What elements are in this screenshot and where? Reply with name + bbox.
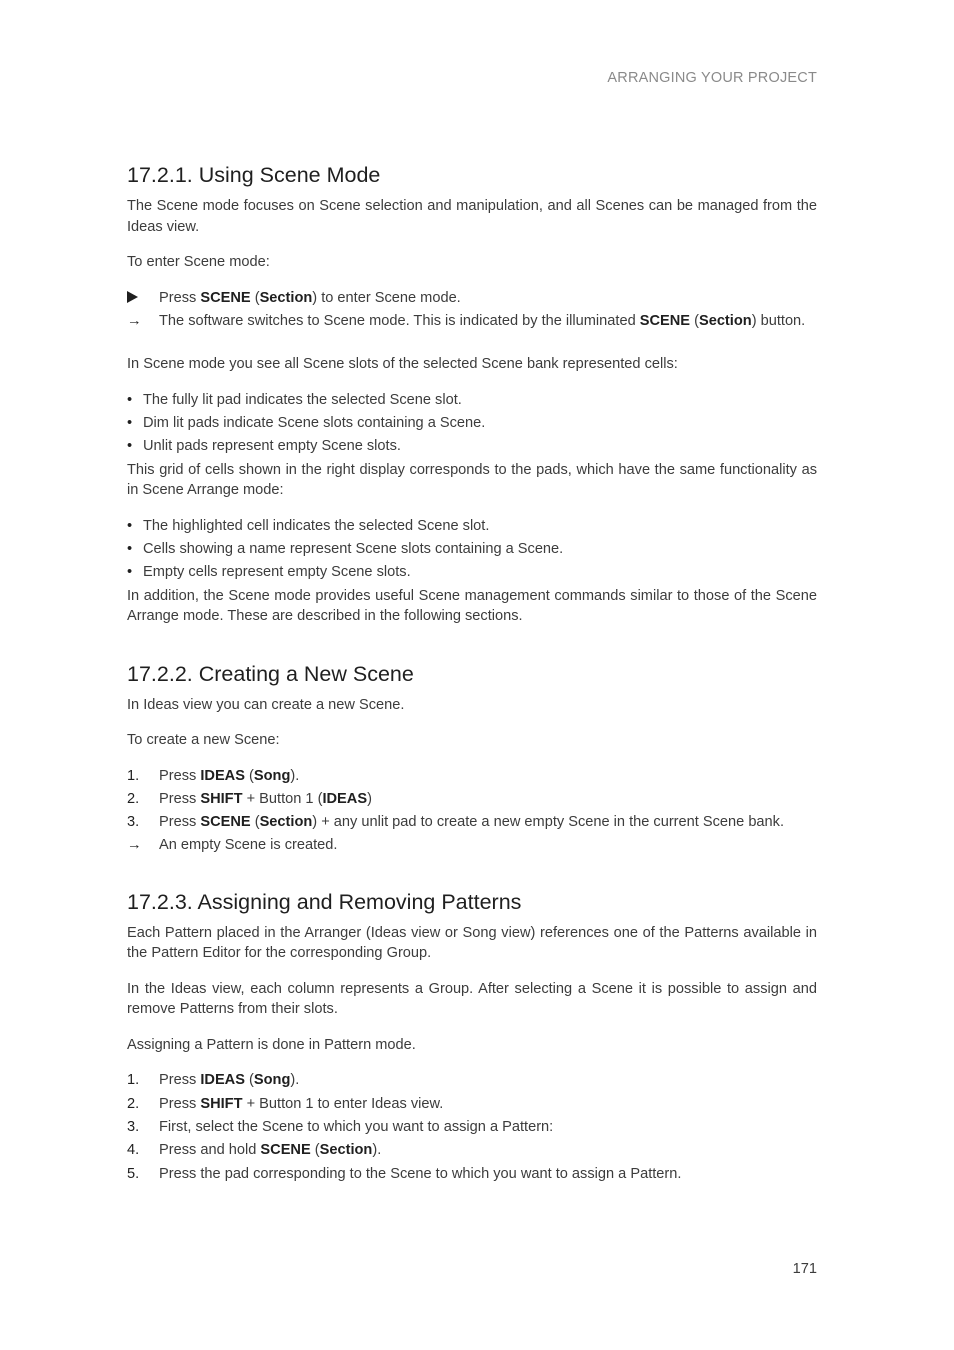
list-item: 3. First, select the Scene to which you want to assign a Pattern: bbox=[127, 1117, 817, 1138]
bullet-icon: • bbox=[127, 438, 133, 455]
numbered-list bbox=[127, 766, 817, 856]
arrow-right-icon: → bbox=[127, 837, 142, 854]
step-number: 3. bbox=[127, 1119, 140, 1136]
list-item: 2. Press SHIFT + Button 1 (IDEAS) bbox=[127, 789, 817, 810]
page-content bbox=[127, 160, 817, 1206]
step-number: 2. bbox=[127, 790, 140, 807]
step-number: 1. bbox=[127, 1072, 140, 1089]
step-number: 5. bbox=[127, 1165, 140, 1182]
paragraph: In Scene mode you see all Scene slots of the selected Scene bank represented cells: bbox=[127, 356, 678, 373]
section-assigning-removing-patterns bbox=[127, 887, 817, 1184]
procedure-result: → The software switches to Scene mode. This is indicated by the illuminated SCENE (Section) button. bbox=[127, 311, 817, 332]
list-item: 2. Press SHIFT + Button 1 to enter Ideas view. bbox=[127, 1094, 817, 1115]
arrow-right-icon: → bbox=[127, 312, 142, 329]
bullet-list bbox=[127, 390, 817, 457]
step-number: 4. bbox=[127, 1142, 140, 1159]
list-item: • The fully lit pad indicates the selected Scene slot. bbox=[127, 390, 817, 411]
bullet-icon: • bbox=[127, 564, 133, 581]
step-number: 3. bbox=[127, 814, 140, 831]
bullet-icon: • bbox=[127, 517, 133, 534]
list-item: 4. Press and hold SCENE (Section). bbox=[127, 1140, 817, 1161]
bullet-icon: • bbox=[127, 540, 133, 557]
procedure-result: → An empty Scene is created. bbox=[127, 835, 817, 856]
list-item: • Empty cells represent empty Scene slots. bbox=[127, 562, 817, 583]
paragraph: Assigning a Pattern is done in Pattern mode. bbox=[127, 1036, 416, 1053]
paragraph: To create a new Scene: bbox=[127, 732, 280, 749]
section-heading: 17.2.2. Creating a New Scene bbox=[127, 661, 414, 686]
list-item: 1. Press IDEAS (Song). bbox=[127, 1070, 817, 1091]
paragraph: This grid of cells shown in the right display corresponds to the pads, which have the same functionality as in Scene Arrange mode: bbox=[127, 461, 817, 499]
section-heading: 17.2.3. Assigning and Removing Patterns bbox=[127, 889, 522, 914]
running-header: ARRANGING YOUR PROJECT bbox=[607, 70, 817, 86]
numbered-list bbox=[127, 1070, 817, 1184]
paragraph: In the Ideas view, each column represents a Group. After selecting a Scene it is possible to assign and remove Patterns from their slots. bbox=[127, 980, 817, 1018]
list-item: 5. Press the pad corresponding to the Scene to which you want to assign a Pattern. bbox=[127, 1164, 817, 1185]
section-heading: 17.2.1. Using Scene Mode bbox=[127, 163, 381, 187]
list-item: • Cells showing a name represent Scene slots containing a Scene. bbox=[127, 539, 817, 560]
procedure-step: Press SCENE (Section) to enter Scene mode. bbox=[127, 288, 817, 309]
section-creating-new-scene bbox=[127, 659, 817, 856]
bullet-icon: • bbox=[127, 415, 133, 432]
list-item: 3. Press SCENE (Section) + any unlit pad to create a new empty Scene in the current Scene bank. bbox=[127, 812, 817, 833]
step-number: 2. bbox=[127, 1095, 140, 1112]
triangle-bullet-icon bbox=[127, 288, 151, 309]
section-using-scene-mode bbox=[127, 160, 817, 627]
list-item: 1. Press IDEAS (Song). bbox=[127, 766, 817, 787]
bullet-icon: • bbox=[127, 391, 133, 408]
paragraph: In Ideas view you can create a new Scene. bbox=[127, 696, 405, 713]
page-number: 171 bbox=[792, 1261, 817, 1277]
list-item: • Unlit pads represent empty Scene slots. bbox=[127, 436, 817, 457]
bullet-list bbox=[127, 516, 817, 583]
paragraph: The Scene mode focuses on Scene selection and manipulation, and all Scenes can be managed from the Ideas view. bbox=[127, 198, 817, 235]
paragraph: Each Pattern placed in the Arranger (Ideas view or Song view) references one of the Patterns available in the Pattern Editor for the corresponding Group. bbox=[127, 924, 817, 962]
paragraph: In addition, the Scene mode provides useful Scene management commands similar to those of the Scene Arrange mode. These are described in the following sections. bbox=[127, 587, 817, 625]
paragraph: To enter Scene mode: bbox=[127, 254, 270, 270]
list-item: • The highlighted cell indicates the selected Scene slot. bbox=[127, 516, 817, 537]
procedure-list bbox=[127, 288, 817, 332]
list-item: • Dim lit pads indicate Scene slots containing a Scene. bbox=[127, 413, 817, 434]
step-number: 1. bbox=[127, 767, 140, 784]
